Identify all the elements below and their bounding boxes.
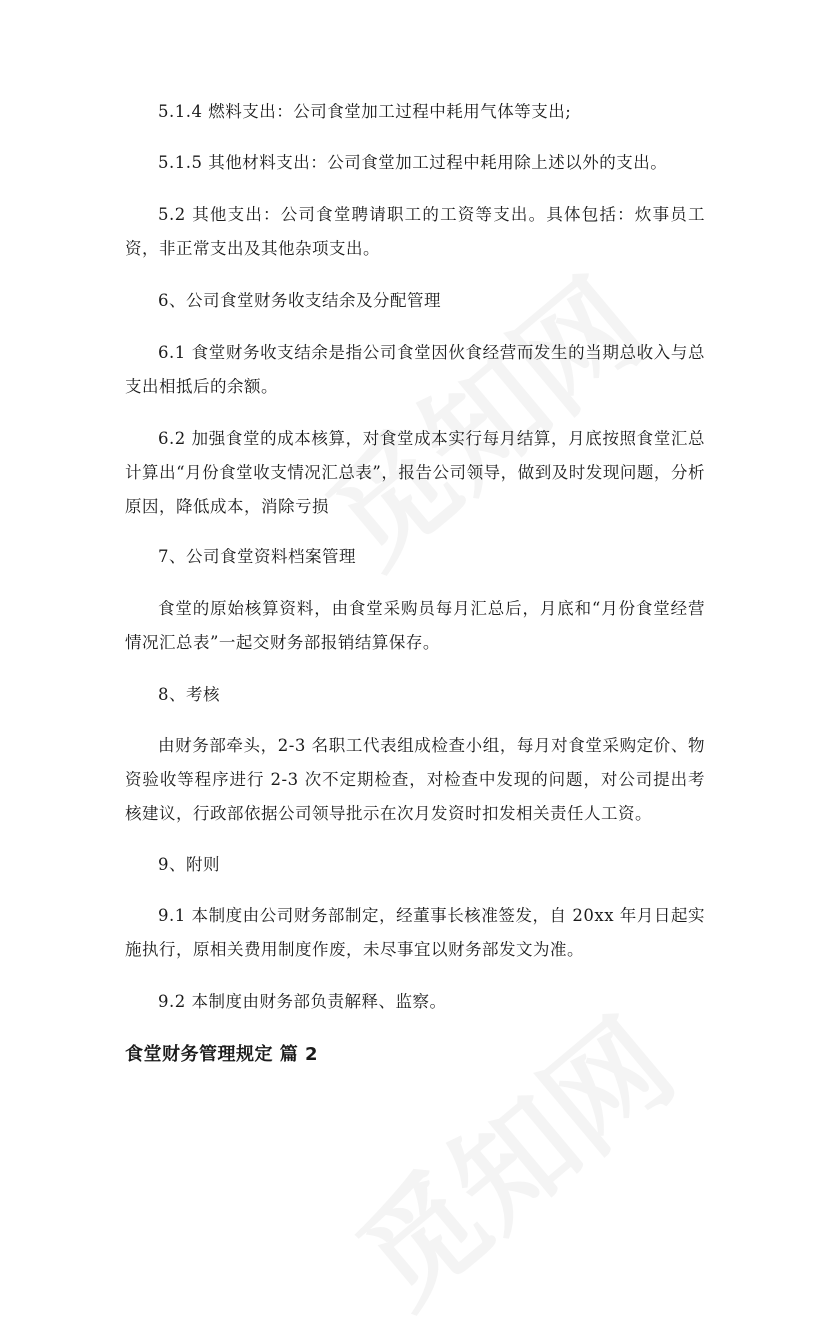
- paragraph-7-body: 食堂的原始核算资料，由食堂采购员每月汇总后，月底和“月份食堂经营情况汇总表”一起交财务部报销结算保存。: [125, 599, 705, 652]
- watermark: [317, 974, 703, 1337]
- section-9-title: 9、附则: [158, 855, 220, 874]
- paragraph-9-1: 9.1 本制度由公司财务部制定，经董事长核准签发，自 20xx 年月日起实施执行，原相关费用制度作废，未尽事宜以财务部发文为准。: [125, 906, 705, 959]
- paragraph-5-2: 5.2 其他支出：公司食堂聘请职工的工资等支出。具体包括：炊事员工资，非正常支出及其他杂项支出。: [125, 205, 705, 258]
- paragraph-8-body: 由财务部牵头，2-3 名职工代表组成检查小组，每月对食堂采购定价、物资验收等程序进行 2-3 次不定期检查，对检查中发现的问题，对公司提出考核建议，行政部依据公司领导批示在次月发资时扣发相关责任人工资。: [125, 736, 705, 823]
- section-heading: 食堂财务管理规定 篇 2: [125, 1044, 319, 1065]
- section-6-title: 6、公司食堂财务收支结余及分配管理: [158, 291, 441, 310]
- paragraph-6-1: 6.1 食堂财务收支结余是指公司食堂因伙食经营而发生的当期总收入与总支出相抵后的余额。: [125, 343, 705, 396]
- section-8-title: 8、考核: [158, 685, 220, 704]
- section-7-title: 7、公司食堂资料档案管理: [158, 547, 356, 566]
- paragraph-5-1-4: 5.1.4 燃料支出：公司食堂加工过程中耗用气体等支出;: [158, 102, 572, 121]
- paragraph-6-2: 6.2 加强食堂的成本核算，对食堂成本实行每月结算，月底按照食堂汇总计算出“月份食堂收支情况汇总表”，报告公司领导，做到及时发现问题，分析原因，降低成本，消除亏损: [125, 429, 705, 516]
- paragraph-9-2: 9.2 本制度由财务部负责解释、监察。: [158, 992, 447, 1011]
- paragraph-5-1-5: 5.1.5 其他材料支出：公司食堂加工过程中耗用除上述以外的支出。: [158, 153, 668, 172]
